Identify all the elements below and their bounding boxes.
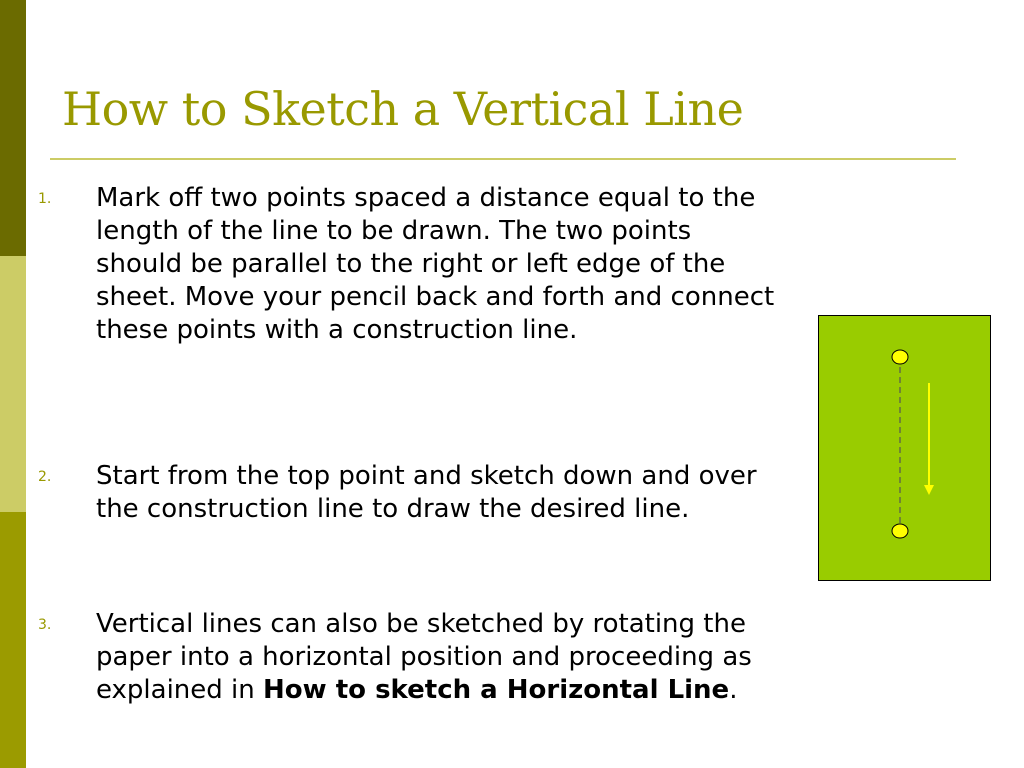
slide-title: How to Sketch a Vertical Line [62, 82, 744, 136]
vertical-line-figure [818, 315, 991, 581]
side-bar-segment-bottom [0, 512, 26, 768]
step-text-end: . [729, 675, 738, 705]
side-decoration-bar [0, 0, 26, 768]
step-text-plain: Vertical lines can also be sketched by rotating the paper into a horizontal position and proceeding as explained in [96, 609, 752, 705]
step-text: Start from the top point and sketch down and over the construction line to draw the desired line. [96, 461, 757, 524]
step-text: Mark off two points spaced a distance equal to the length of the line to be drawn. The two points should be parallel to the right or left edge of the sheet. Move your pencil back and forth and connect these points with a construction line. [96, 183, 775, 345]
side-bar-segment-middle [0, 256, 26, 512]
step-number: 1. [38, 191, 52, 207]
step-text [96, 608, 776, 707]
side-bar-segment-top [0, 0, 26, 256]
figure-canvas [818, 315, 991, 581]
step-number: 3. [38, 617, 52, 633]
title-underline [50, 158, 956, 160]
top-point [892, 350, 908, 364]
step-text-emphasis: How to sketch a Horizontal Line [263, 675, 730, 705]
step-number: 2. [38, 469, 52, 485]
bottom-point [892, 524, 908, 538]
